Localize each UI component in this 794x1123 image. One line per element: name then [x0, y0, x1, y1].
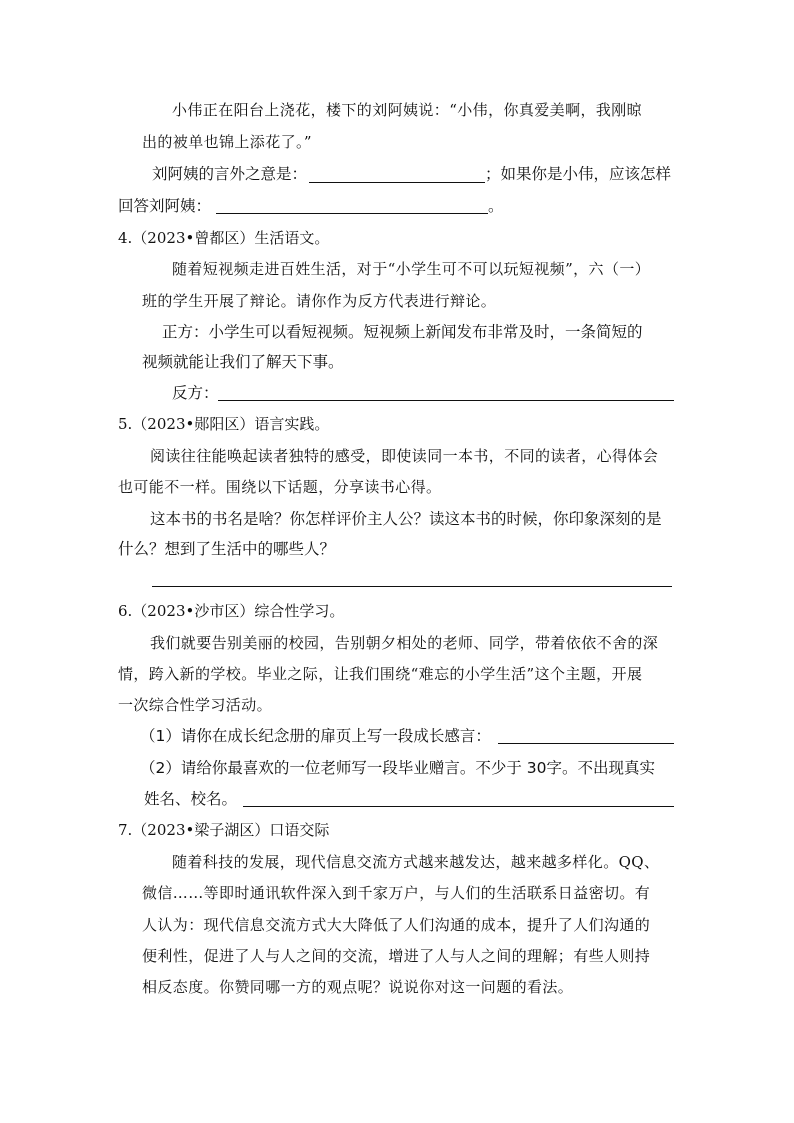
q5-passage-line2: 也可能不一样。围绕以下话题，分享读书心得。 — [118, 478, 442, 496]
q4-passage-line2: 班的学生开展了辩论。请你作为反方代表进行辩论。 — [142, 292, 497, 310]
q4-con-label: 反方： — [172, 384, 219, 402]
q4-pro-line1: 正方：小学生可以看短视频。短视频上新闻发布非常及时，一条简短的 — [162, 323, 643, 341]
q3-answer-blank-1[interactable] — [309, 182, 485, 183]
q5-passage-line1: 阅读往往能唤起读者独特的感受，即使读同一本书，不同的读者，心得体会 — [150, 447, 659, 465]
q3-answer-blank-2[interactable] — [216, 213, 488, 214]
q6-passage-line3: 一次综合性学习活动。 — [118, 696, 273, 714]
q7-passage-line5: 相反态度。你赞同哪一方的观点呢？说说你对这一问题的看法。 — [142, 978, 574, 996]
q6-header: 6.（2023•沙市区）综合性学习。 — [118, 602, 345, 620]
q3-semicolon-text: ；如果你是小伟，应该怎样 — [485, 165, 672, 183]
q6-sub2-prompt-line2: 姓名、校名。 — [144, 790, 238, 808]
q5-question-line1: 这本书的书名是啥？你怎样评价主人公？读这本书的时候，你印象深刻的是 — [150, 510, 662, 528]
q3-passage-line1: 小伟正在阳台上浇花，楼下的刘阿姨说：“小伟，你真爱美啊，我刚晾 — [172, 101, 643, 119]
q7-passage-line1: 随着科技的发展，现代信息交流方式越来越发达，越来越多样化。QQ、 — [172, 853, 660, 871]
q4-passage-line1: 随着短视频走进百姓生活，对于“小学生可不可以玩短视频”，六（一） — [172, 260, 651, 278]
q6-sub2-prompt-line1: （2）请给你最喜欢的一位老师写一段毕业赠言。不少于 30字。不出现真实 — [140, 759, 656, 777]
q7-header: 7.（2023•梁子湖区）口语交际 — [118, 821, 330, 839]
q4-pro-line2: 视频就能让我们了解天下事。 — [142, 353, 344, 371]
q6-sub1-prompt: （1）请你在成长纪念册的扉页上写一段成长感言： — [140, 727, 491, 745]
q7-passage-line2: 微信……等即时通讯软件深入到千家万户，与人们的生活联系日益密切。有 — [142, 884, 651, 902]
q7-passage-line4: 便利性，促进了人与人之间的交流，增进了人与人之间的理解；有些人则持 — [142, 947, 651, 965]
q4-answer-blank[interactable] — [218, 400, 674, 401]
q7-passage-line3: 人认为：现代信息交流方式大大降低了人们沟通的成本，提升了人们沟通的 — [142, 916, 651, 934]
q6-sub1-answer-blank[interactable] — [498, 743, 674, 744]
q3-prompt1: 刘阿姨的言外之意是： — [152, 165, 308, 183]
q6-passage-line1: 我们就要告别美丽的校园，告别朝夕相处的老师、同学，带着依依不舍的深 — [150, 634, 659, 652]
q6-passage-line2: 情，跨入新的学校。毕业之际，让我们围绕“难忘的小学生活”这个主题，开展 — [118, 665, 643, 683]
q5-answer-blank[interactable] — [152, 586, 672, 587]
q4-header: 4.（2023•曾都区）生活语文。 — [118, 229, 330, 247]
q5-question-line2: 什么？想到了生活中的哪些人？ — [118, 540, 336, 558]
q3-prompt2: 回答刘阿姨： — [118, 197, 212, 215]
q3-passage-line2: 出的被单也锦上添花了。” — [142, 133, 312, 151]
q5-header: 5.（2023•郧阳区）语言实践。 — [118, 415, 330, 433]
q3-period: 。 — [488, 197, 504, 215]
q6-sub2-answer-blank[interactable] — [243, 806, 674, 807]
